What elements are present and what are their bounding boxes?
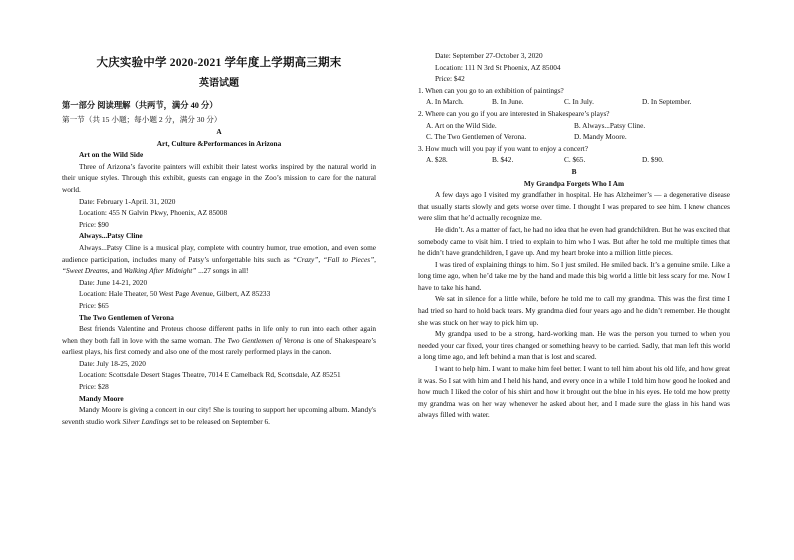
desc-text: , — [374, 254, 376, 264]
option-c: C. The Two Gentlemen of Verona. — [426, 132, 527, 142]
passage-b-title: My Grandpa Forgets Who I Am — [523, 178, 625, 188]
option-d: D. Mandy Moore. — [574, 132, 627, 142]
option-c: C. In July. — [564, 97, 594, 107]
left-column — [62, 0, 376, 427]
song-title: “Fall to Pieces” — [323, 254, 375, 264]
event-name: Mandy Moore — [79, 393, 124, 403]
story-paragraph: My grandpa used to be a strong, hard-working man. He was the person you turned to when you needed your car fixed, your tires changed or something heavy to be carried. Sadly, that man left this world a long time ago, and left behind a man that is lost and scared. — [418, 329, 730, 362]
desc-text: ...27 songs in all! — [196, 266, 249, 276]
exam-title: 大庆实验中学 2020-2021 学年度上学期高三期末 — [96, 57, 342, 69]
event-location: Location: Hale Theater, 50 West Page Avenue, Gilbert, AZ 85233 — [79, 289, 271, 299]
event-price: Price: $42 — [435, 74, 465, 84]
story-paragraph: He didn’t. As a matter of fact, he had no idea that he even had grandchildren. But he was excited that somebody came to visit him. I tried to explain to him who I was. But after he told me multiple times that he didn’t have grandchildren, I gave up. And my heart broke into a million little pieces. — [418, 224, 730, 258]
exam-subtitle: 英语试题 — [199, 78, 239, 89]
right-column — [418, 0, 730, 421]
passage-b-letter: B — [571, 166, 577, 176]
event-price: Price: $28 — [79, 382, 109, 392]
question-options — [418, 154, 730, 166]
event-description — [62, 242, 376, 277]
section-one-heading: 第一节（共 15 小题；每小题 2 分，满分 30 分） — [62, 115, 222, 124]
event-location: Location: Scottsdale Desert Stages Theatre, 7014 E Camelback Rd, Scottsdale, AZ 85251 — [79, 370, 341, 380]
event-date: Date: February 1-April. 31, 2020 — [79, 196, 176, 206]
song-title: Walking After Midnight” — [123, 266, 197, 276]
question-stem: 2. Where can you go if you are interested in Shakespeare’s plays? — [418, 108, 610, 118]
question-stem: 1. When can you go to an exhibition of paintings? — [418, 85, 564, 95]
option-d: D. In September. — [642, 97, 692, 107]
question-options — [418, 96, 730, 108]
event-description: Three of Arizona’s favorite painters will exhibit their latest works inspired by the natural world in their unique styles. Through this exhibit, guests can engage in the Zoo’s mission to care for the natural world. — [62, 161, 376, 194]
option-b: B. In June. — [492, 97, 524, 107]
play-title: The Two Gentlemen of Verona — [214, 335, 305, 345]
desc-text: set to be released on September 6. — [168, 416, 270, 426]
desc-text: , and — [107, 266, 124, 276]
event-name: The Two Gentlemen of Verona — [79, 312, 174, 322]
event-name: Art on the Wild Side — [79, 150, 144, 160]
song-title: “Crazy” — [292, 254, 319, 264]
event-price: Price: $90 — [79, 219, 109, 229]
option-a: A. In March. — [426, 97, 464, 107]
event-name: Always...Patsy Cline — [79, 231, 143, 241]
event-date: Date: July 18-25, 2020 — [79, 358, 146, 368]
desc-text: Mandy Moore is giving a concert in our city! She is touring to support her upcoming album. Mandy's seventh studio work — [62, 405, 376, 426]
desc-text: Always...Patsy Cline is a musical play, complete with country humor, true emotion, and even some audience participation, includes many of Patsy’s unforgettable hits such as — [62, 242, 376, 264]
story-paragraph: I was tired of explaining things to him. So I just smiled. He smiled back. It’s a genuine smile. Like a long time ago, when he’d take me by the hand and made this big world a little bit less scary for me. Now I have to take his hand. — [418, 259, 730, 292]
option-b: B. Always...Patsy Cline. — [574, 120, 646, 130]
desc-text: , — [318, 254, 324, 264]
option-c: C. $65. — [564, 155, 586, 165]
event-location: Location: 455 N Galvin Pkwy, Phoenix, AZ 85008 — [79, 208, 228, 218]
part-one-heading: 第一部分 阅读理解（共两节，满分 40 分） — [62, 101, 218, 110]
story-paragraph: I want to help him. I want to make him feel better. I want to tell him about his old life, and how great it was. So I sat with him and I held his hand, and every once in a while I told him how good he looked and how much I liked the color of his shirt and how it brought out the blue in his eyes. He told me how pretty my grandma was on her way whenever he asked about her, and I made sure the glass in his hand was always filled with water. — [418, 364, 730, 420]
story-paragraph: We sat in silence for a little while, before he told me to call my grandma. This was the first time I had tried so hard to hold back tears. My grandma died four years ago and he didn’t remember. He thought she was stuck on her way to pick him up. — [418, 294, 730, 327]
event-location: Location: 111 N 3rd St Phoenix, AZ 85004 — [435, 62, 561, 72]
passage-a-title: Art, Culture &Performances in Arizona — [156, 138, 282, 148]
event-date: Date: September 27-October 3, 2020 — [435, 51, 543, 60]
question-options — [418, 120, 730, 132]
desc-text: Best friends Valentine and Proteus choose different paths in life only to run into each other again when they both fall in love with the same woman. — [62, 324, 376, 345]
passage-a-letter: A — [216, 127, 222, 136]
song-title: “Sweet Dreams — [62, 266, 108, 276]
option-a: A. Art on the Wild Side. — [426, 120, 497, 130]
option-b: B. $42. — [492, 155, 514, 165]
event-date: Date: June 14-21, 2020 — [79, 277, 148, 287]
question-options — [418, 131, 730, 143]
event-price: Price: $65 — [79, 300, 109, 310]
option-d: D. $90. — [642, 155, 664, 165]
album-title: Silver Landings — [122, 416, 169, 426]
event-description — [62, 404, 376, 427]
desc-text: is one of Shakespeare’s earliest plays, his first comedy and also one of the most rarely performed plays in the canon. — [62, 335, 376, 357]
event-description — [62, 323, 376, 358]
option-a: A. $28. — [426, 155, 448, 165]
question-stem: 3. How much will you pay if you want to enjoy a concert? — [418, 143, 589, 153]
story-paragraph: A few days ago I visited my grandfather in hospital. He has Alzheimer’s — a degenerative disease that usually starts slowly and gets worse over time. I thought I was prepared to see him. I knew chances were slim that he’d actually recognize me. — [418, 190, 730, 223]
